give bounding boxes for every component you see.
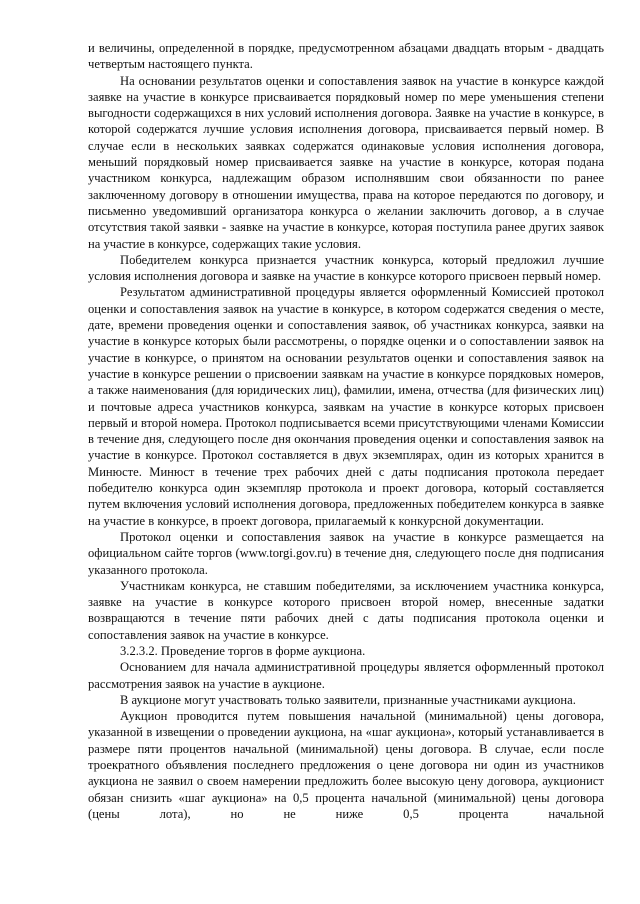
paragraph-auction-basis: Основанием для начала административной процедуры является оформленный протокол рассмотрения заявок на участие в аукционе.: [88, 660, 604, 691]
document-page: [88, 40, 604, 822]
paragraph-protocol-result: Результатом административной процедуры является оформленный Комиссией протокол оценки и сопоставления заявок на участие в конкурсе, в котором содержатся сведения о месте, дате, времени проведения оценки и сопоставления заявок, об участниках конкурса, заявки на участие в конкурсе которых были рассмотрены, о порядке оценки и о сопоставлении заявок на участие в конкурсе, о принятом на основании результатов оценки и сопоставления заявок на участие в конкурсе решении о присвоении заявкам на участие в конкурсе порядковых номеров, а также наименования (для юридических лиц), фамилии, имена, отчества (для физических лиц) и почтовые адреса участников конкурса, заявкам на участие в конкурсе которых присвоен первый и второй номера. Протокол подписывается всеми присутствующими членами Комиссии в течение дня, следующего после дня окончания проведения оценки и сопоставления заявок на участие в конкурсе. Протокол составляется в двух экземплярах, один из которых хранится в Минюсте. Минюст в течение трех рабочих дней с даты подписания протокола передает победителю конкурса один экземпляр протокола и проект договора, который составляется путем включения условий исполнения договора, предложенных победителем конкурса в заявке на участие в конкурсе, в проект договора, прилагаемый к конкурсной документации.: [88, 285, 604, 528]
section-heading-auction: 3.2.3.2. Проведение торгов в форме аукциона.: [120, 643, 366, 658]
paragraph-continuation: и величины, определенной в порядке, предусмотренном абзацами двадцать вторым - двадцать четвертым настоящего пункта.: [88, 41, 604, 72]
paragraph-ranking: На основании результатов оценки и сопоставления заявок на участие в конкурсе каждой заявке на участие в конкурсе присваивается порядковый номер по мере уменьшения степени выгодности содержащихся в них условий исполнения договора. Заявке на участие в конкурсе, в которой содержатся лучшие условия исполнения договора, присваивается первый номер. В случае если в нескольких заявках содержатся одинаковые условия исполнения договора, меньший порядковый номер присваивается заявке на участие в конкурсе, которая подана участником конкурса, надлежащим образом исполнявшим свои обязанности по ранее заключенному договору в отношении имущества, права на которое передаются по договору, и письменно уведомивший организатора конкурса о желании заключить договор, а в случае отсутствия такой заявки - заявке на участие в конкурсе, которая поступила ранее других заявок на участие в конкурсе, содержащих такие условия.: [88, 73, 604, 251]
paragraph-winner: Победителем конкурса признается участник конкурса, который предложил лучшие условия исполнения договора и заявке на участие в конкурсе которого присвоен первый номер.: [88, 252, 604, 284]
paragraph-protocol-publication: Протокол оценки и сопоставления заявок на участие в конкурсе размещается на официальном сайте торгов (www.torgi.gov.ru) в течение дня, следующего после дня подписания указанного протокола.: [88, 529, 604, 577]
paragraph-auction-procedure: Аукцион проводится путем повышения начальной (минимальной) цены договора, указанной в извещении о проведении аукциона, на «шаг аукциона», который устанавливается в размере пяти процентов начальной (минимальной) цены договора. В случае, если после троекратного объявления последнего предложения о цене договора ни один из участников аукциона не заявил о своем намерении предложить более высокую цену договора, аукционист обязан снизить «шаг аукциона» на 0,5 процента начальной (минимальной) цены договора (цены лота), но не ниже 0,5 процента начальной: [88, 709, 604, 821]
paragraph-deposit-return: Участникам конкурса, не ставшим победителями, за исключением участника конкурса, заявке на участие в конкурсе которого присвоен второй номер, внесенные задатки возвращаются в течение пяти рабочих дней с даты подписания протокола оценки и сопоставления заявок на участие в конкурсе.: [88, 578, 604, 642]
paragraph-auction-participants: В аукционе могут участвовать только заявители, признанные участниками аукциона.: [120, 692, 576, 707]
